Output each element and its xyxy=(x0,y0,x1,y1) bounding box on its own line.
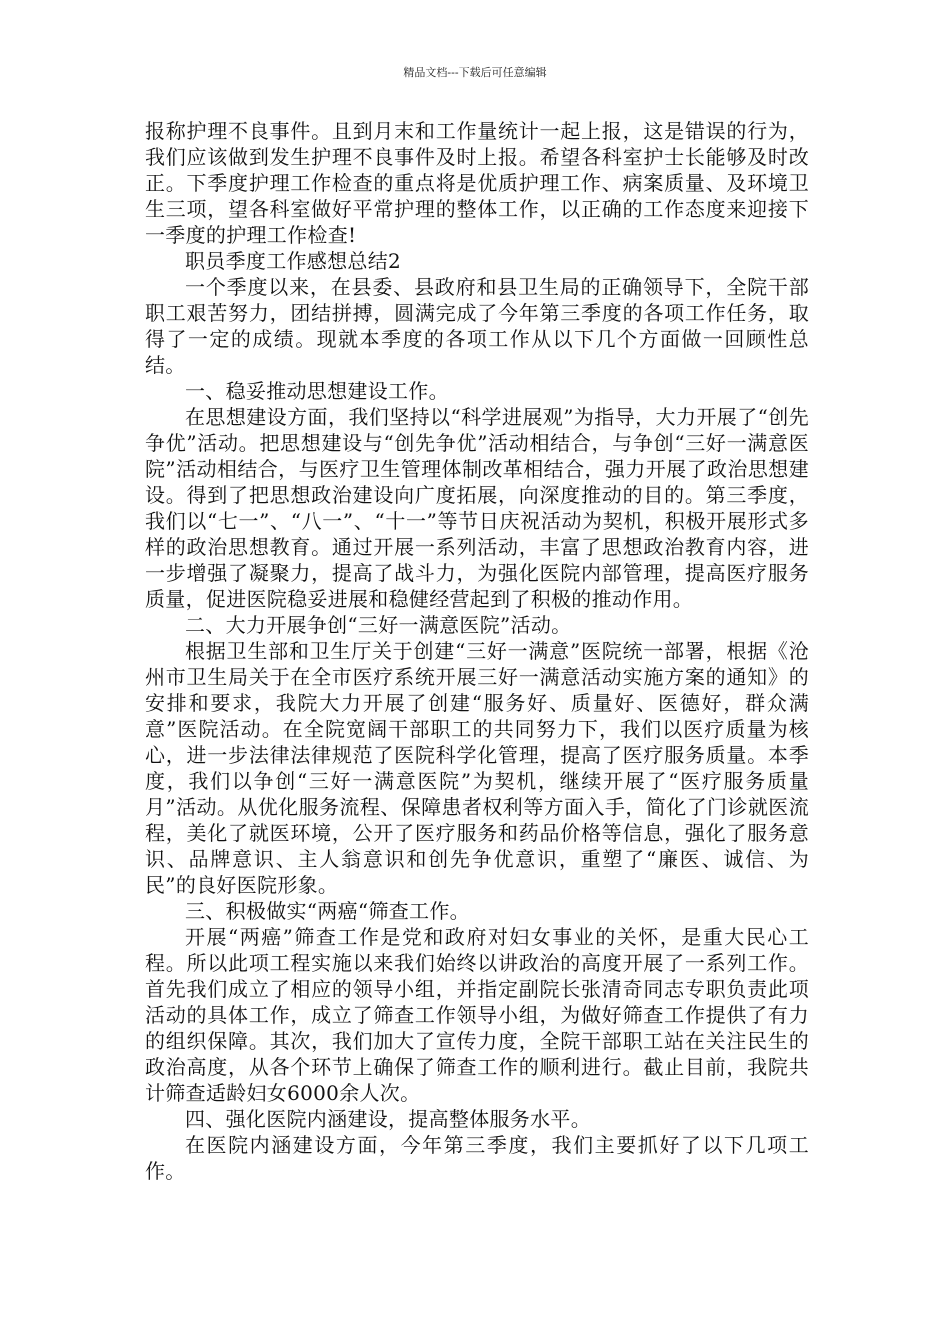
section-heading: 二、大力开展争创“三好一满意医院”活动。 xyxy=(185,613,572,637)
section-heading: 四、强化医院内涵建设，提高整体服务水平。 xyxy=(185,1107,591,1131)
section-title: 职员季度工作感想总结2 xyxy=(185,249,402,273)
page-header: 精品文档---下载后可任意编辑 xyxy=(403,66,547,79)
paragraph: 在医院内涵建设方面，今年第三季度，我们主要抓好了以下几项工作。 xyxy=(145,1133,809,1183)
paragraph: 报称护理不良事件。且到月末和工作量统计一起上报，这是错误的行为，我们应该做到发生护理不良事件及时上报。希望各科室护士长能够及时改正。下季度护理工作检查的重点将是优质护理工作、病案质量、及环境卫生三项，望各科室做好平常护理的整体工作，以正确的工作态度来迎接下一季度的护理工作检查! xyxy=(145,119,809,247)
paragraph: 一个季度以来，在县委、县政府和县卫生局的正确领导下，全院干部职工艰苦努力，团结拼搏，圆满完成了今年第三季度的各项工作任务，取得了一定的成绩。现就本季度的各项工作从以下几个方面做一回顾性总结。 xyxy=(145,275,809,377)
section-heading: 一、稳妥推动思想建设工作。 xyxy=(185,379,449,403)
paragraph: 在思想建设方面，我们坚持以“科学进展观”为指导，大力开展了“创先争优”活动。把思想建设与“创先争优”活动相结合，与争创“三好一满意医院”活动相结合，与医疗卫生管理体制改革相结合，强力开展了政治思想建设。得到了把思想政治建设向广度拓展，向深度推动的目的。第三季度，我们以“七一”、“八一”、“十一”等节日庆祝活动为契机，积极开展形式多样的政治思想教育。通过开展一系列活动，丰富了思想政治教育内容，进一步增强了凝聚力，提高了战斗力，为强化医院内部管理，提高医疗服务质量，促进医院稳妥进展和稳健经营起到了积极的推动作用。 xyxy=(145,405,809,611)
document-body xyxy=(145,118,809,1184)
paragraph: 开展“两癌”筛查工作是党和政府对妇女事业的关怀，是重大民心工程。所以此项工程实施以来我们始终以讲政治的高度开展了一系列工作。首先我们成立了相应的领导小组，并指定副院长张清奇同志专职负责此项活动的具体工作，成立了筛查工作领导小组，为做好筛查工作提供了有力的组织保障。其次，我们加大了宣传力度，全院干部职工站在关注民生的政治高度，从各个环节上确保了筛查工作的顺利进行。截止目前，我院共计筛查适龄妇女6000余人次。 xyxy=(145,925,809,1105)
paragraph: 根据卫生部和卫生厅关于创建“三好一满意”医院统一部署，根据《沧州市卫生局关于在全市医疗系统开展三好一满意活动实施方案的通知》的安排和要求，我院大力开展了创建“服务好、质量好、医德好，群众满意”医院活动。在全院宽阔干部职工的共同努力下，我们以医疗质量为核心，进一步法律法律规范了医院科学化管理，提高了医疗服务质量。本季度，我们以争创“三好一满意医院”为契机，继续开展了“医疗服务质量月”活动。从优化服务流程、保障患者权利等方面入手，简化了门诊就医流程，美化了就医环境，公开了医疗服务和药品价格等信息，强化了服务意识、品牌意识、主人翁意识和创先争优意识，重塑了“廉医、诚信、为民”的良好医院形象。 xyxy=(145,639,809,897)
section-heading: 三、积极做实“两癌“筛查工作。 xyxy=(185,899,470,923)
